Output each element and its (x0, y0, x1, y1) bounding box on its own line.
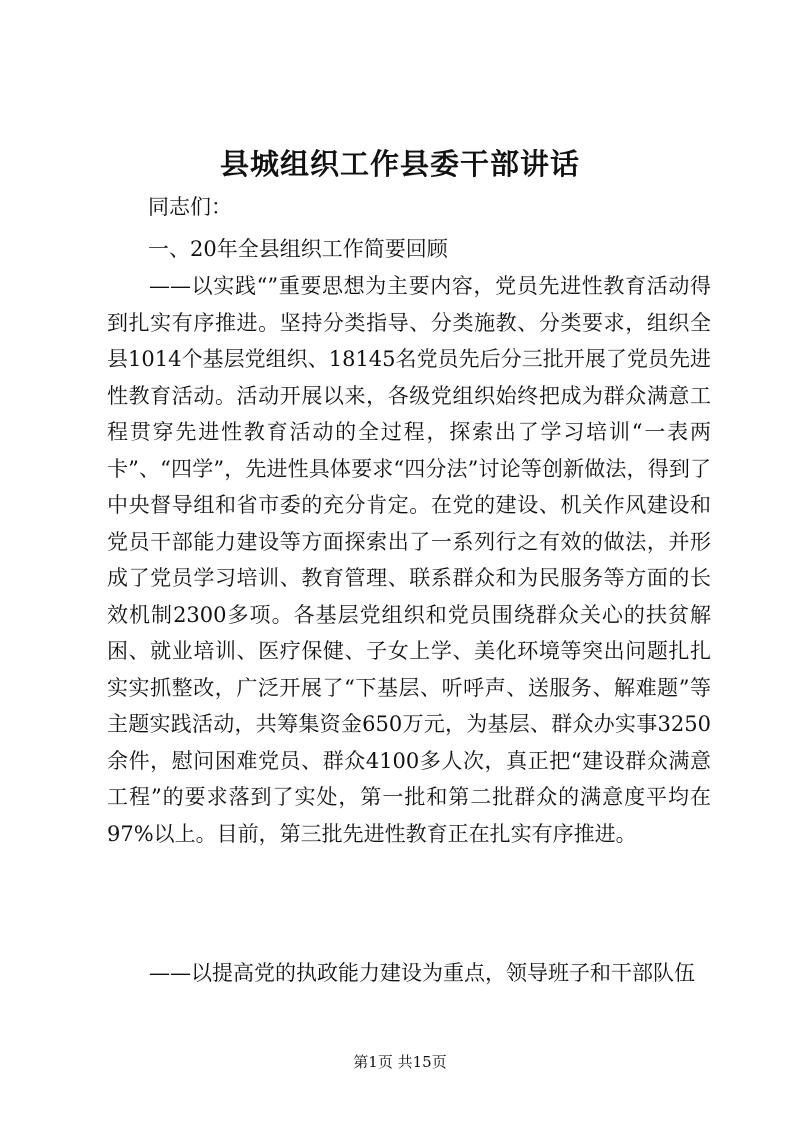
body-paragraph: ——以实践“”重要思想为主要内容，党员先进性教育活动得到扎实有序推进。坚持分类指导、分类施教、分类要求，组织全县1014个基层党组织、18145名党员先后分三批开展了党员先进性教育活动。活动开展以来，各级党组织始终把成为群众满意工程贯穿先进性教育活动的全过程，探索出了学习培训“一表两卡”、“四学”，先进性具体要求“四分法”讨论等创新做法，得到了中央督导组和省市委的充分肯定。在党的建设、机关作风建设和党员干部能力建设等方面探索出了一系列行之有效的做法，并形成了党员学习培训、教育管理、联系群众和为民服务等方面的长效机制2300多项。各基层党组织和党员围绕群众关心的扶贫解困、就业培训、医疗保健、子女上学、美化环境等突出问题扎扎实实抓整改，广泛开展了“下基层、听呼声、送服务、解难题”等主题实践活动，共筹集资金650万元，为基层、群众办实事3250余件，慰问困难党员、群众4100多人次，真正把“建设群众满意工程”的要求落到了实处，第一批和第二批群众的满意度平均在97%以上。目前，第三批先进性教育正在扎实有序推进。 (107, 274, 711, 846)
document-title: 县城组织工作县委干部讲话 (219, 147, 580, 181)
salutation: 同志们： (148, 195, 232, 219)
page-footer: 第1页 共15页 (353, 1053, 447, 1071)
section-heading: 一、20年全县组织工作简要回顾 (148, 237, 448, 261)
body-paragraph: ——以提高党的执政能力建设为重点，领导班子和干部队伍 (149, 961, 695, 985)
